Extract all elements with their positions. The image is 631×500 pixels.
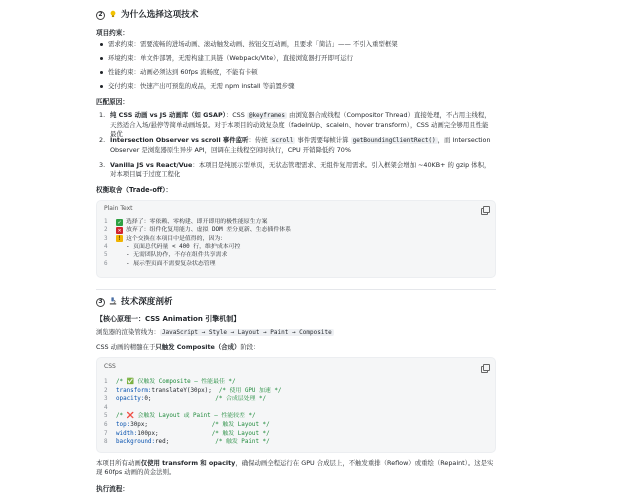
constraints-heading: 项目约束： <box>96 29 129 37</box>
section-number-badge: 3 <box>96 298 105 307</box>
constraints-list <box>100 40 496 96</box>
section-3-heading <box>96 296 173 308</box>
section-divider <box>96 289 496 290</box>
code-line: 6 top: 30px; /* 触发 Layout */ <box>104 421 270 428</box>
code-line: 3 ! 这个交换在本项目中是值得的，因为： <box>104 235 227 243</box>
copy-icon[interactable] <box>481 364 488 371</box>
code-line: 1 ✓ 选择了：零依赖、零构建、即开即用的极性能原生方案 <box>104 218 268 226</box>
code-line: 5 /* ❌ 会触发 Layout 或 Paint — 性能较差 */ <box>104 413 256 420</box>
code-language-label: Plain Text <box>104 204 133 212</box>
plain-text-code-block <box>96 200 496 278</box>
warning-icon: ! <box>117 235 122 243</box>
pipeline-line: 浏览器的渲染管线为： JavaScript → Style → Layout → Paint → Composite <box>96 328 332 336</box>
code-block-header <box>97 201 495 217</box>
principle-heading: 【核心原理一：CSS Animation 引擎机制】 <box>96 315 241 323</box>
list-item: 交付约束：快速产出可预览的成品，无需 npm install 等前置步骤 <box>100 82 496 96</box>
reasons-list <box>99 111 494 184</box>
code-line: 2 ✕ 放弃了：组件化复用能力、虚拟 DOM 差分更新、生态插件体系 <box>104 227 291 235</box>
code-line: 4 <box>104 404 108 411</box>
code-line: 7 width: 100px; /* 触发 Layout */ <box>104 430 270 437</box>
section-title: 为什么选择这项技术 <box>121 10 199 20</box>
list-item: 3. Vanilla JS vs React/Vue：本项目是纯展示型单页，无状态管理需求、无组件复用需求。引入框架会增加 ~40KB+ 的 gzip 体积，对本项目属于过度工程化 <box>99 161 491 179</box>
tradeoff-heading: 权衡取舍（Trade-off）： <box>96 186 173 194</box>
list-item: 需求约束：需要流畅的进场动画、滚动触发动画、按钮交互动画，且要求「简洁」—— 不引入重型框架 <box>100 40 496 54</box>
copy-icon[interactable] <box>481 206 488 213</box>
code-line: 5 - 无需团队协作，不存在组件共享需求 <box>104 252 228 259</box>
list-item: 2. Intersection Observer vs scroll 事件监听：传统 scroll 事件需要每帧计算 getBoundingClientRect() ，而 Intersection Observer 是浏览器原生异步 API，回调在主线程空闲时执行，CPU 开销降低约 70% <box>99 136 491 154</box>
code-line: 6 - 展示型页面不需要复杂状态管理 <box>104 260 216 267</box>
css-intro: CSS 动画的精髓在于只触发 Composite（合成）阶段： <box>96 343 260 351</box>
bulb-icon <box>109 9 117 21</box>
check-icon: ✓ <box>117 218 122 226</box>
code-block-header <box>97 358 495 376</box>
code-line: 3 opacity: 0; /* 合成层处理 */ <box>104 396 267 403</box>
section-number-badge: 2 <box>96 11 105 20</box>
code-content <box>97 376 495 447</box>
list-item: 环境约束：单文件部署，无需构建工具链（Webpack/Vite），直接浏览器打开即可运行 <box>100 54 496 68</box>
exec-heading: 执行流程： <box>96 485 129 493</box>
list-item: 1. 纯 CSS 动画 vs JS 动画库（如 GSAP）：CSS @keyframes 由浏览器合成线程（Compositor Thread）直接处理，不占用主线程，天然适合入场/悬停等简单动画场景。对于本项目的动效复杂度（fadeInUp、scaleIn、hover transform），CSS 动画完全够用且性能最优 <box>99 111 491 138</box>
pipeline-code: JavaScript → Style → Layout → Paint → Composite <box>161 329 332 336</box>
code-line: 2 transform: translateY(30px); /* 使用 GPU 加速 */ <box>104 387 282 394</box>
code-line: 1 /* ✅ 仅触发 Composite — 性能最佳 */ <box>104 379 236 386</box>
summary-paragraph: 本项目所有动画仅使用 transform 和 opacity，确保动画全程运行在 GPU 合成层上，不触发重排（Reflow）或重绘（Repaint）。这是实现 60fps 动画的黄金法则。 <box>96 459 494 477</box>
code-content <box>97 217 495 268</box>
reasons-heading: 匹配原因： <box>96 98 129 106</box>
section-title: 技术深度剖析 <box>121 297 173 307</box>
css-code-block <box>96 357 496 453</box>
code-language-label: CSS <box>104 362 116 370</box>
code-line: 8 background: red; /* 触发 Paint */ <box>104 439 270 446</box>
cross-icon: ✕ <box>117 227 122 235</box>
code-line: 4 - 页面总代码量 < 400 行，维护成本可控 <box>104 244 241 251</box>
section-2-heading <box>96 9 198 21</box>
list-item: 性能约束：动画必须达到 60fps 流畅度，不能有卡顿 <box>100 68 496 82</box>
microscope-icon <box>109 296 117 308</box>
